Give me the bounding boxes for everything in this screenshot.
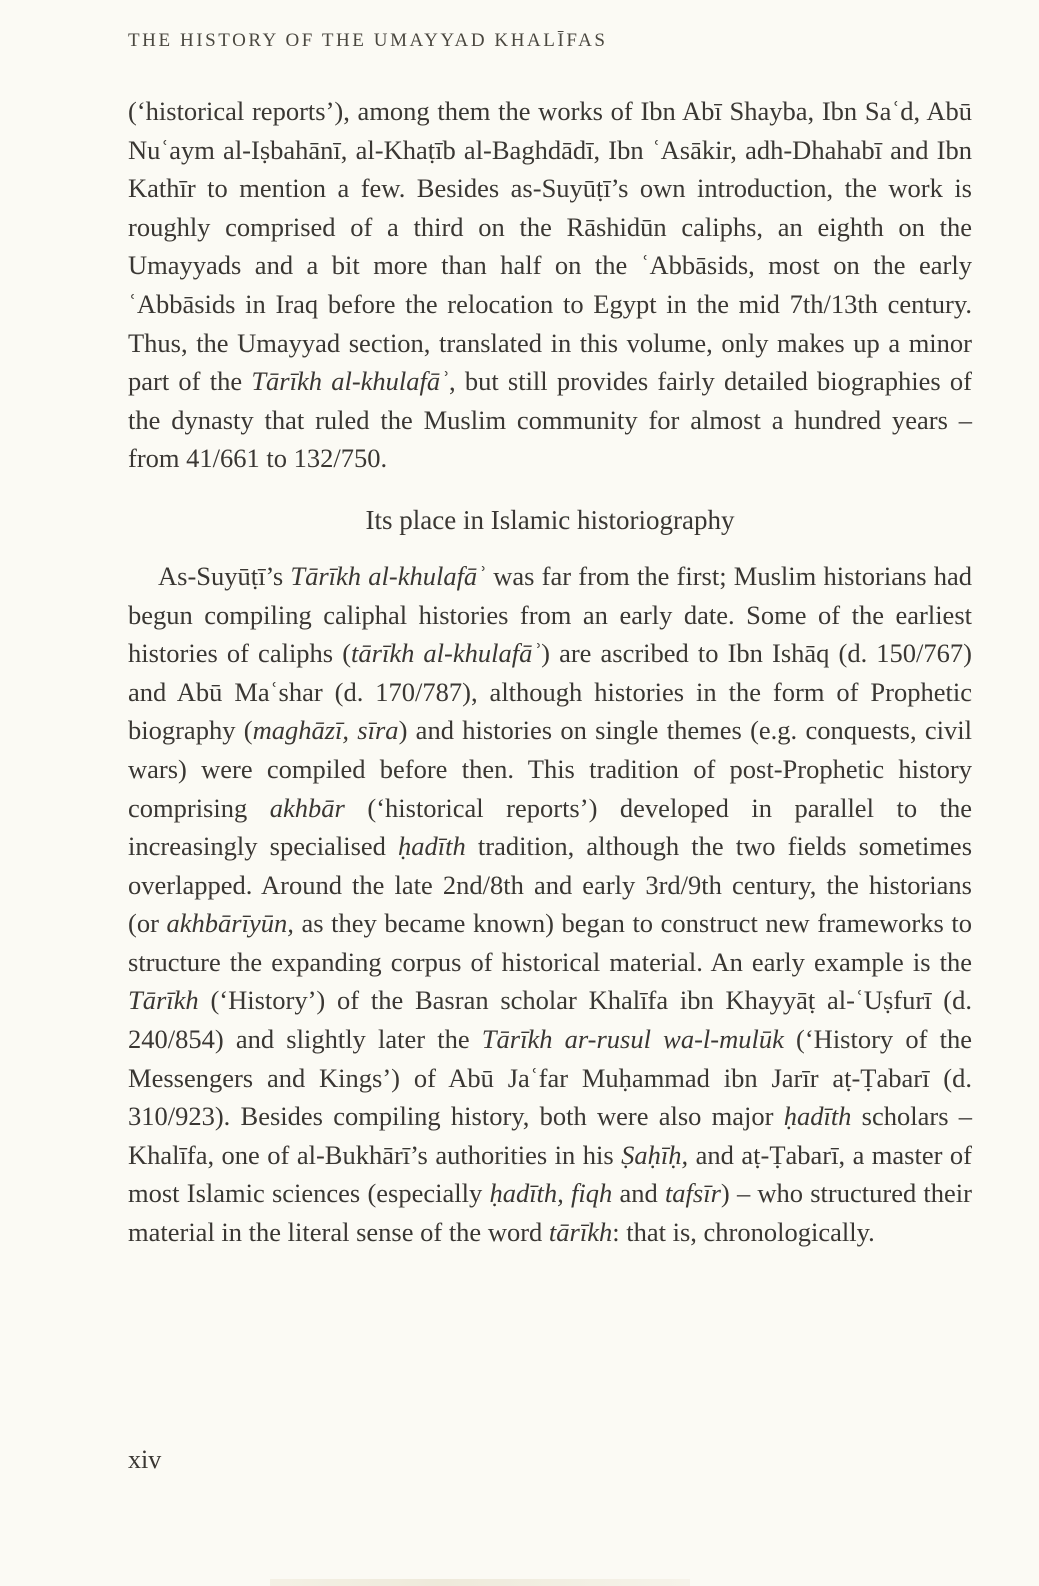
running-header: THE HISTORY OF THE UMAYYAD KHALĪFAS [128,30,608,51]
paragraph-historiography: As-Suyūṭī’s Tārīkh al-khulafāʾ was far from the first; Muslim historians had begun compiling caliphal histories from an early date. Some of the earliest histories of caliphs (tārīkh al-khulafāʾ) are ascribed to Ibn Ishāq (d. 150/767) and Abū Maʿshar (d. 170/787), although histories in the form of Prophetic biography (maghāzī, sīra) and histories on single themes (e.g. conquests, civil wars) were compiled before then. This tradition of post-Prophetic history comprising akhbār (‘historical reports’) developed in parallel to the increasingly specialised ḥadīth tradition, although the two fields sometimes overlapped. Around the late 2nd/8th and early 3rd/9th century, the historians (or akhbārīyūn, as they became known) began to construct new frameworks to structure the expanding corpus of historical material. An early example is the Tārīkh (‘History’) of the Basran scholar Khalīfa ibn Khayyāṭ al-ʿUṣfurī (d. 240/854) and slightly later the Tārīkh ar-rusul wa-l-mulūk (‘History of the Messengers and Kings’) of Abū Jaʿfar Muḥammad ibn Jarīr aṭ-Ṭabarī (d. 310/923). Besides compiling history, both were also major ḥadīth scholars – Khalīfa, one of al-Bukhārī’s authorities in his Ṣaḥīḥ, and aṭ-Ṭabarī, a master of most Islamic sciences (especially ḥadīth, fiqh and tafsīr) – who structured their material in the literal sense of the word tārīkh: that is, chronologically. [128,560,973,1248]
section-heading: Its place in Islamic historiography [365,504,735,535]
scan-edge-artifact [270,1579,690,1586]
paragraph-continuation: (‘historical reports’), among them the works of Ibn Abī Shayba, Ibn Saʿd, Abū Nuʿaym al-Iṣbahānī, al-Khaṭīb al-Baghdādī, Ibn ʿAsākir, adh-Dhahabī and Ibn Kathīr to mention a few. Besides as-Suyūṭī’s own introduction, the work is roughly comprised of a third on the Rāshidūn caliphs, an eighth on the Umayyads and a bit more than half on the ʿAbbāsids, most on the early ʿAbbāsids in Iraq before the relocation to Egypt in the mid 7th/13th century. Thus, the Umayyad section, translated in this volume, only makes up a minor part of the Tārīkh al-khulafāʾ, but still provides fairly detailed biographies of the dynasty that ruled the Muslim community for almost a hundred years – from 41/661 to 132/750. [128,96,972,474]
page-number: xiv [128,1445,162,1474]
